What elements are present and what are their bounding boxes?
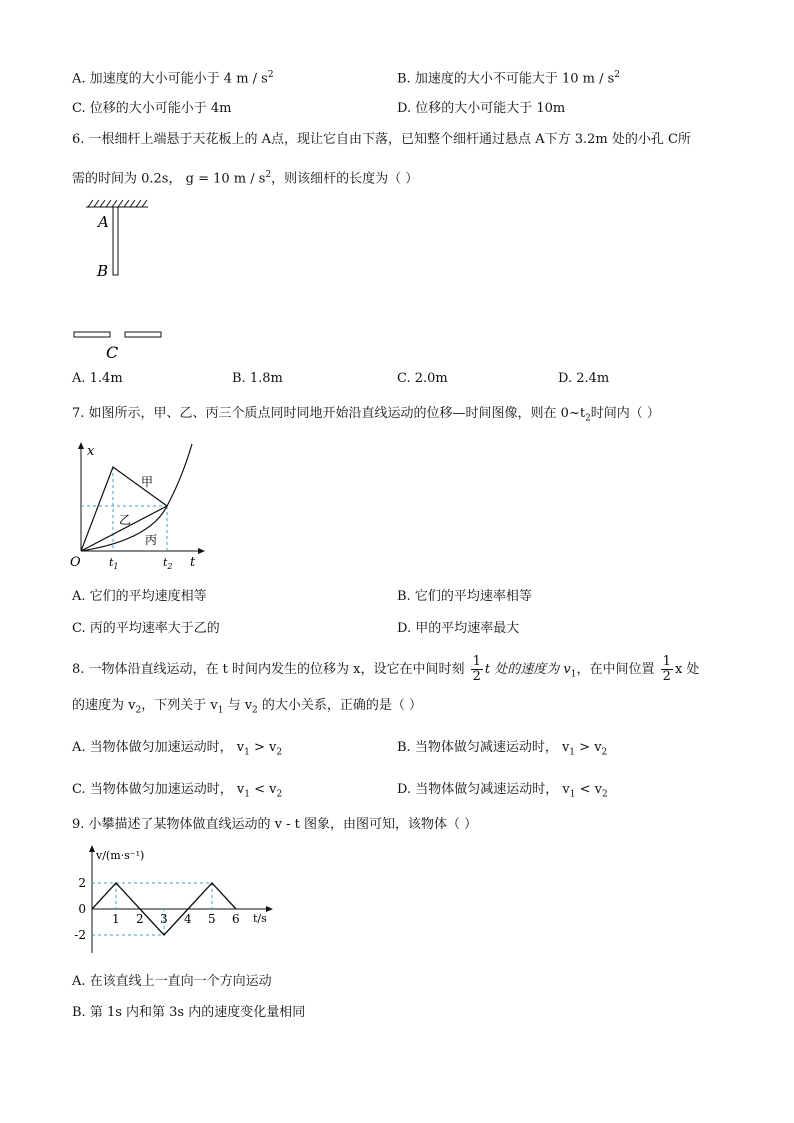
label-jia: 甲: [141, 475, 154, 489]
curve-bing: [81, 444, 192, 551]
x-tick-5: 5: [208, 912, 216, 926]
tick-t1: $t_1$: [109, 556, 119, 571]
tick-t2: $t_2$: [163, 556, 173, 571]
fraction-half-t: $\frac{1}{2}$: [472, 654, 481, 684]
q9-stem: 9. 小攀描述了某物体做直线运动的 v - t 图象，由图可知，该物体（ ）: [72, 817, 478, 832]
q6-stem-line2: 需的时间为 0.2s， g = 10 m / $s^2$，则该细杆的长度为（ ）: [72, 170, 419, 187]
q8-option-b: B. 当物体做匀减速运动时， $v_1 > v_2$: [397, 740, 608, 758]
label-b: B: [97, 262, 109, 280]
q5-option-a: A. 加速度的大小可能小于 4 m / $s^2$: [72, 70, 274, 87]
q6-option-d: D. 2.4m: [558, 371, 610, 386]
q9-option-b: B. 第 1s 内和第 3s 内的速度变化量相同: [72, 1005, 306, 1020]
x-tick-4: 4: [184, 912, 192, 926]
x-tick-3: 3: [160, 912, 168, 926]
y-tick--2: -2: [74, 928, 86, 942]
q6-rod-figure: [70, 195, 180, 365]
x-tick-1: 1: [112, 912, 120, 926]
q6-option-b: B. 1.8m: [232, 371, 283, 386]
label-yi: 乙: [119, 513, 132, 527]
q7-stem: 7. 如图所示，甲、乙、丙三个质点同时同地开始沿直线运动的位移—时间图像，则在 $0\sim t_2$时间内（ ）: [72, 406, 660, 424]
q5-option-d: D. 位移的大小可能大于 10m: [397, 101, 566, 116]
x-tick-6: 6: [232, 912, 240, 926]
q7-option-b: B. 它们的平均速率相等: [397, 589, 532, 604]
y-tick-0: 0: [78, 902, 86, 916]
q8-stem-line1: 8. 一物体沿直线运动，在 t 时间内发生的位移为 x，设它在中间时刻 $\frac{1}{2}$ t 处的速度为 $v_1$，在中间位置 $\frac{1}{2}$ x 处: [72, 654, 700, 684]
t-axis-label: t: [190, 555, 196, 570]
q7-xt-graph: [70, 440, 210, 570]
q5-option-c: C. 位移的大小可能小于 4m: [72, 101, 232, 116]
q6-option-c: C. 2.0m: [397, 371, 448, 386]
q8-option-c: C. 当物体做匀加速运动时， $v_1 < v_2$: [72, 782, 283, 800]
fraction-half-x: $\frac{1}{2}$: [662, 654, 671, 684]
plate-left: [74, 332, 110, 337]
x-axis-label: x: [87, 444, 95, 459]
label-c: C: [106, 343, 119, 362]
q7-option-a: A. 它们的平均速度相等: [72, 589, 207, 604]
q8-option-a: A. 当物体做匀加速运动时， $v_1 > v_2$: [72, 740, 283, 758]
q6-option-a: A. 1.4m: [72, 371, 123, 386]
label-bing: 丙: [145, 533, 158, 547]
plate-right: [125, 332, 161, 337]
x-tick-2: 2: [136, 912, 144, 926]
q7-option-d: D. 甲的平均速率最大: [397, 621, 520, 636]
q8-stem-line2: 的速度为 $v_2$，下列关于 $v_1$ 与 $v_2$ 的大小关系，正确的是（ ）: [72, 698, 423, 716]
q9-vt-chart: [70, 845, 280, 960]
t-axis-label: t/s: [253, 912, 267, 925]
q6-stem-line1: 6. 一根细杆上端悬于天花板上的 A点，现让它自由下落，已知整个细杆通过悬点 A下方 3.2m 处的小孔 C所: [72, 132, 691, 147]
q9-option-a: A. 在该直线上一直向一个方向运动: [72, 974, 272, 989]
rod: [113, 207, 118, 275]
y-tick-2: 2: [78, 876, 86, 890]
ceiling-hatch: [86, 200, 148, 207]
v-axis-label: v/(m·s⁻¹): [96, 849, 145, 862]
q7-option-c: C. 丙的平均速率大于乙的: [72, 621, 220, 636]
q8-option-d: D. 当物体做匀减速运动时， $v_1 < v_2$: [397, 782, 608, 800]
origin-label: O: [70, 555, 81, 570]
q5-option-b: B. 加速度的大小不可能大于 10 m / $s^2$: [397, 70, 621, 87]
label-a: A: [98, 213, 109, 231]
